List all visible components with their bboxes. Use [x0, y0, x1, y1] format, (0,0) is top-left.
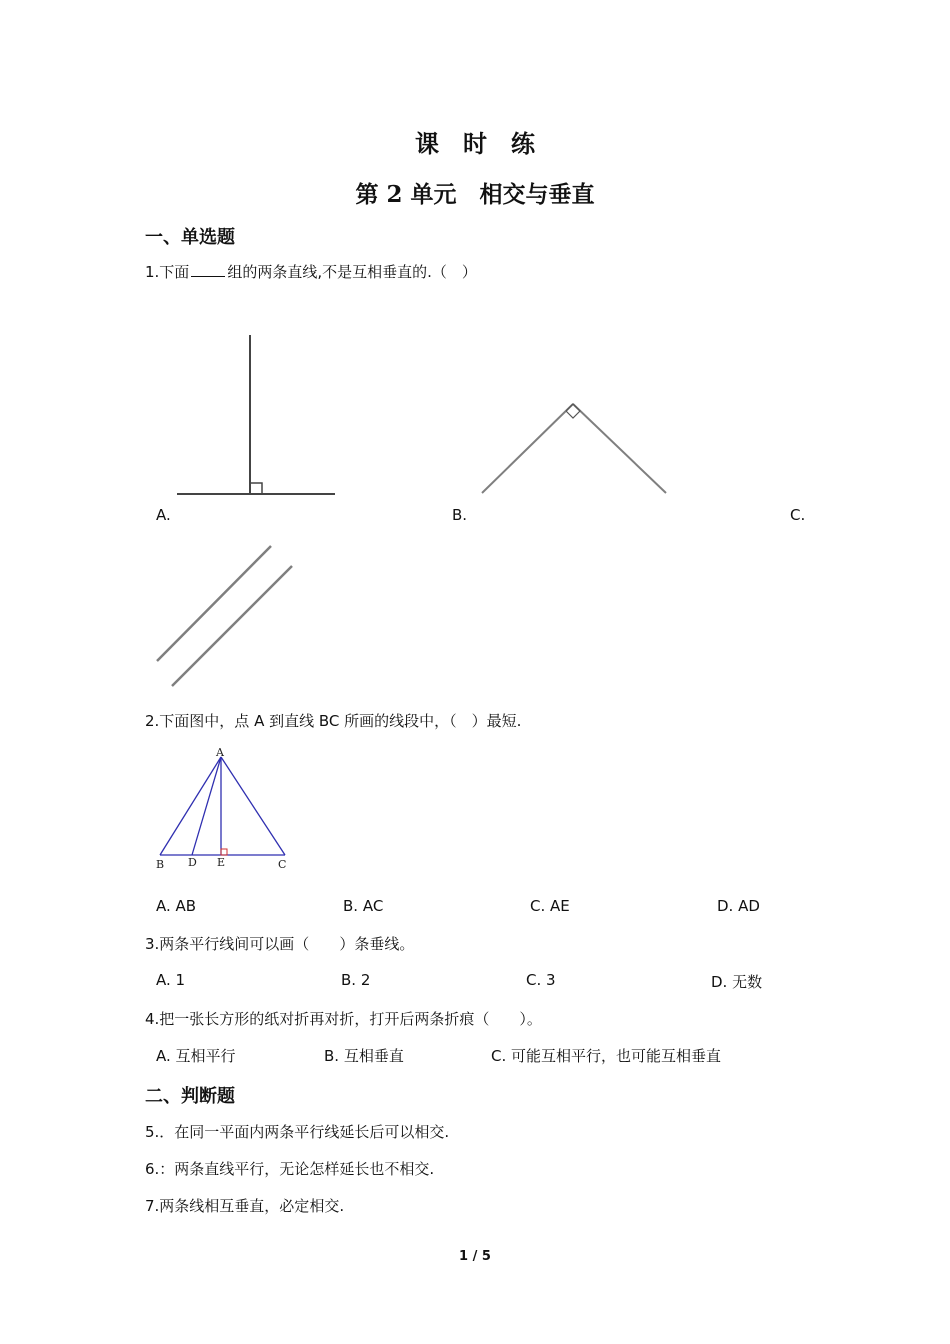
question-1-suffix: 组的两条直线,不是互相垂直的.（ ）	[227, 263, 477, 281]
figure-q2-triangle	[150, 745, 295, 873]
figure-q1-c	[150, 540, 300, 690]
answer-blank	[191, 275, 225, 277]
question-5: 5.．在同一平面内两条平行线延长后可以相交.	[145, 1123, 450, 1141]
page-number: 1 / 5	[459, 1249, 491, 1264]
right-angle-mark	[221, 849, 227, 855]
q4-option-c: C. 可能互相平行，也可能互相垂直	[491, 1047, 722, 1065]
segment-ab	[160, 757, 221, 855]
title-char-1: 课	[415, 129, 439, 158]
q2-option-d: D. AD	[717, 897, 760, 915]
label-e: E	[217, 856, 226, 869]
section-heading-single-choice: 一、单选题	[145, 227, 235, 248]
q2-option-b: B. AC	[343, 897, 384, 915]
question-6: 6.：两条直线平行，无论怎样延长也不相交.	[145, 1160, 435, 1178]
question-7: 7.两条线相互垂直，必定相交.	[145, 1197, 345, 1215]
figure-q1-a	[170, 330, 340, 500]
segment-ac	[221, 757, 285, 855]
segment-ad	[192, 757, 221, 855]
label-a: A	[216, 746, 224, 759]
document-title	[0, 124, 950, 159]
q3-option-a: A. 1	[156, 971, 186, 989]
q4-option-b: B. 互相垂直	[324, 1047, 404, 1065]
question-4: 4.把一张长方形的纸对折再对折，打开后两条折痕（ ）。	[145, 1010, 542, 1028]
section-heading-true-false: 二、判断题	[145, 1086, 235, 1107]
q3-option-b: B. 2	[341, 971, 371, 989]
figure-q1-b	[475, 395, 675, 500]
q1-option-c: C.	[790, 506, 806, 524]
q2-option-c: C. AE	[530, 897, 570, 915]
q2-option-a: A. AB	[156, 897, 197, 915]
label-d: D	[188, 856, 197, 869]
right-slanted-line	[573, 404, 666, 493]
question-1	[145, 261, 477, 282]
q4-option-a: A. 互相平行	[156, 1047, 236, 1065]
title-char-3: 练	[511, 129, 535, 158]
q3-option-d: D. 无数	[711, 973, 763, 991]
q1-option-b: B.	[452, 506, 468, 524]
q3-option-c: C. 3	[526, 971, 556, 989]
unit-subtitle: 第 2 单元 相交与垂直	[355, 181, 595, 208]
question-2: 2.下面图中，点 A 到直线 BC 所画的线段中，（ ）最短.	[145, 712, 522, 730]
left-slanted-line	[482, 404, 573, 493]
question-1-prefix: 1.下面	[145, 263, 190, 281]
label-b: B	[156, 858, 165, 871]
label-c: C	[278, 858, 287, 871]
right-angle-mark	[250, 483, 262, 494]
title-char-2: 时	[463, 129, 487, 158]
right-angle-mark	[566, 404, 580, 418]
q1-option-a: A.	[156, 506, 171, 524]
question-3: 3.两条平行线间可以画（ ）条垂线。	[145, 935, 415, 953]
